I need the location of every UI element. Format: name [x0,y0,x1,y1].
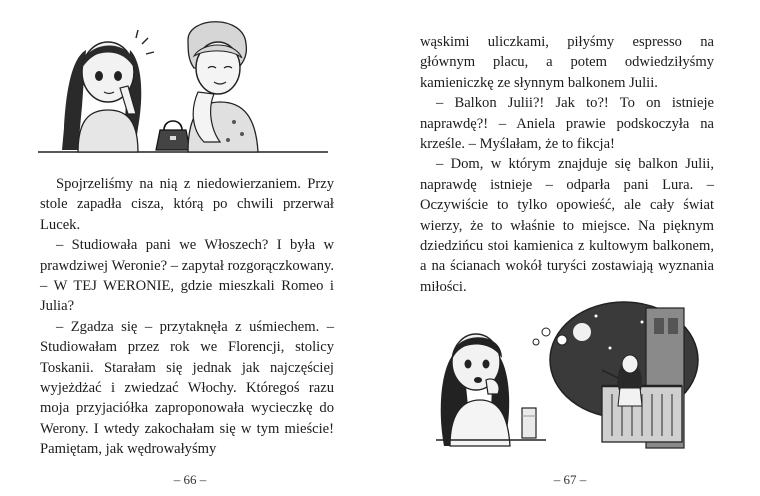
paragraph: – Dom, w którym znajduje się balkon Julii, naprawdę istnieje – odparła pani Lura. – Oczywiście to tylko opowieść, ale cały świat wierzy, że to właśnie to miejsce. Na pięknym dziedzińcu stoi kamienica z kultowym balkonem, a na ścianach wokół turyści zostawiają wyznania miłości. [420,156,714,295]
left-page-text [40,174,334,460]
paragraph: – Balkon Julii?! Jak to?! To on istnieje naprawdę?! – Aniela prawie podskoczyła na krześle. – Myślałam, że to fikcja! [420,95,714,153]
paragraph: – Zgadza się – przytaknęła z uśmiechem. – Studiowałam przez rok we Florencji, stolicy Toskanii. Starałam się jednak jak najczęściej wyjeżdżać i zwiedzać Włochy. Któregoś razu moja przyjaciółka zaproponowała wycieczkę do Werony. I wtedy zakochałam się w tym mieście! Pamiętam, jak wędrowałyśmy [40,318,334,458]
page-number: – 67 – [553,472,587,487]
page-number: – 66 – [173,472,207,487]
paragraph: – Studiowała pani we Włoszech? I była w prawdziwej Weronie? – zapytał rozgorączkowany. – W TEJ WERONIE, gdzie mieszkali Romeo i Julia? [40,237,334,315]
right-page [380,0,760,496]
right-page-text [420,32,714,297]
paragraph: wąskimi uliczkami, piłyśmy espresso na głównym placu, a potem odwiedziłyśmy kamieniczkę ze słynnym balkonem Julii. [420,34,714,91]
paragraph: Spojrzeliśmy na nią z niedowierzaniem. Przy stole zapadła cisza, którą po chwili przerwał Lucek. [40,176,334,233]
girl-dreaming-of-balcony-illustration [436,296,706,456]
two-women-illustration [38,10,328,162]
